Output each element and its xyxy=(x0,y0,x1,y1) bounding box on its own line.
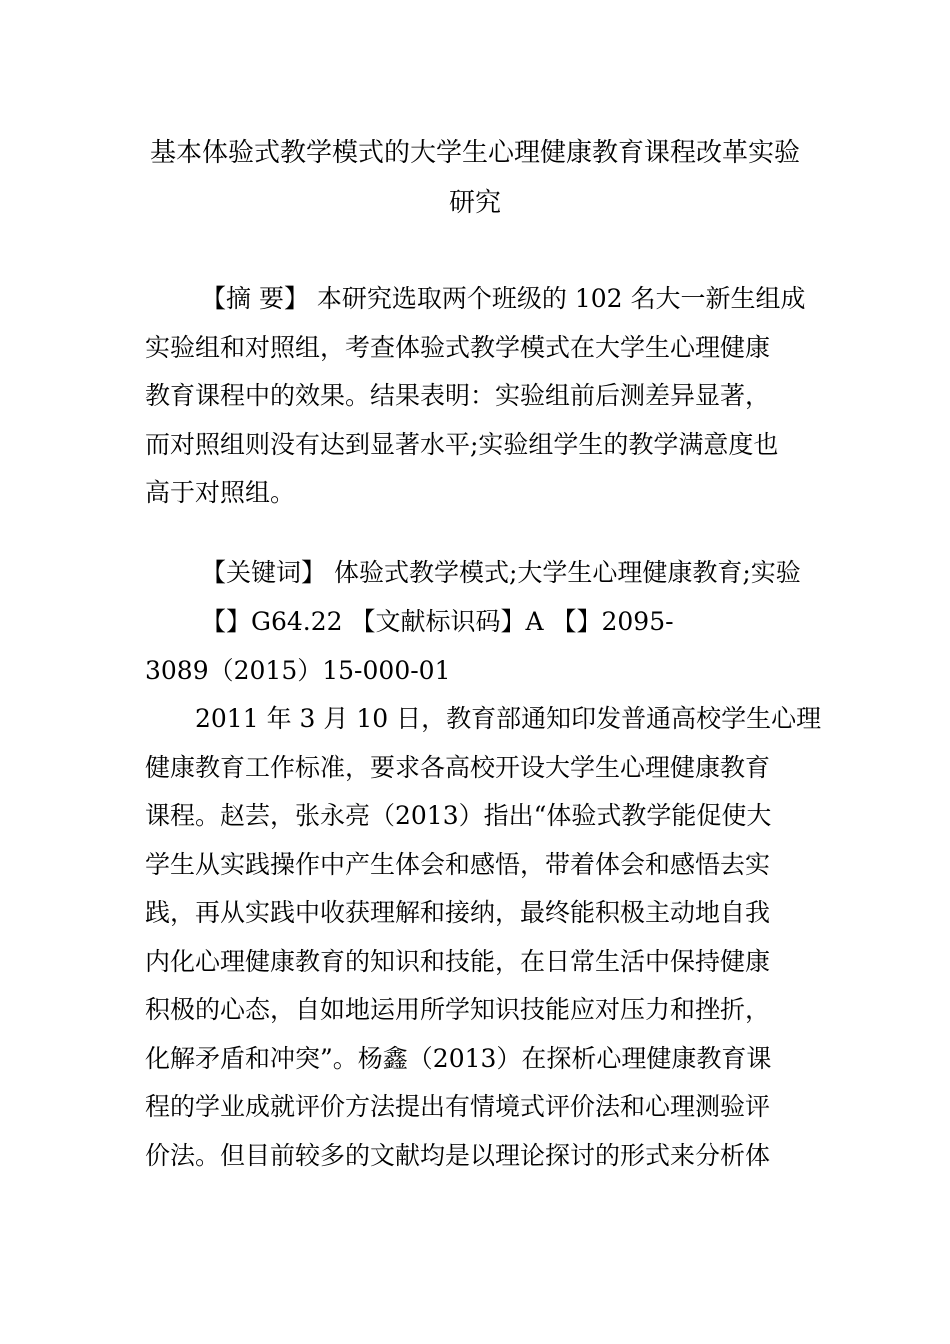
body-paragraph xyxy=(145,695,822,1180)
document-title xyxy=(140,128,810,228)
abstract-line: 【摘 要】 本研究选取两个班级的 102 名大一新生组成 xyxy=(201,284,806,313)
abstract-paragraph xyxy=(145,275,810,518)
body-line: 践，再从实践中收获理解和接纳，最终能积极主动地自我 xyxy=(145,898,771,927)
abstract-line: 实验组和对照组，考查体验式教学模式在大学生心理健康 xyxy=(145,332,771,362)
body-line: 学生从实践操作中产生体会和感悟，带着体会和感悟去实 xyxy=(145,849,771,879)
body-line: 价法。但目前较多的文献均是以理论探讨的形式来分析体 xyxy=(145,1140,771,1170)
abstract-line: 而对照组则没有达到显著水平;实验组学生的教学满意度也 xyxy=(145,429,779,459)
classification-paragraph xyxy=(145,598,810,695)
title-line-2: 研究 xyxy=(448,188,501,218)
abstract-line: 高于对照组。 xyxy=(145,478,296,507)
classification-line: 3089（2015）15-000-01 xyxy=(145,655,451,685)
body-line: 积极的心态，自如地运用所学知识技能应对压力和挫折， xyxy=(145,995,771,1024)
classification-line: 【】G64.22 【文献标识码】A 【】2095- xyxy=(201,607,674,636)
abstract-line: 教育课程中的效果。结果表明：实验组前后测差异显著， xyxy=(145,381,771,410)
body-line: 健康教育工作标准，要求各高校开设大学生心理健康教育 xyxy=(145,752,771,782)
body-line: 程的学业成就评价方法提出有情境式评价法和心理测验评 xyxy=(145,1092,771,1121)
body-line: 课程。赵芸，张永亮（2013）指出“体验式教学能促使大 xyxy=(145,801,772,830)
body-line: 内化心理健康教育的知识和技能，在日常生活中保持健康 xyxy=(145,946,771,976)
body-line: 化解矛盾和冲突”。杨鑫（2013）在探析心理健康教育课 xyxy=(145,1043,772,1073)
title-line-1: 基本体验式教学模式的大学生心理健康教育课程改革实验 xyxy=(149,138,800,168)
body-line: 2011 年 3 月 10 日，教育部通知印发普通高校学生心理 xyxy=(195,704,822,733)
keywords-paragraph xyxy=(145,549,810,598)
keywords-line: 【关键词】 体验式教学模式;大学生心理健康教育;实验 xyxy=(201,558,801,587)
